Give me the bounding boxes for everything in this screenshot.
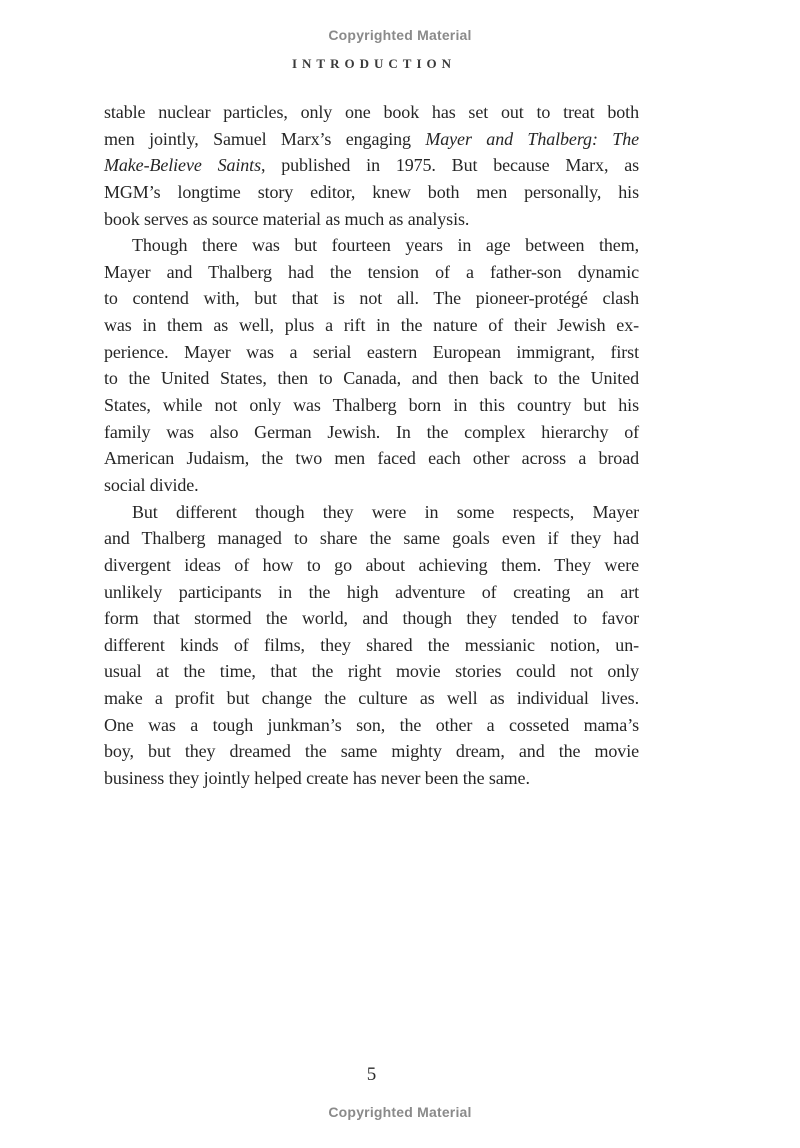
text-line xyxy=(104,339,639,366)
body-text-segment: to contend with, but that is not all. The pioneer-protégé clash xyxy=(104,288,639,309)
text-line xyxy=(104,499,639,526)
body-text-segment: unlikely participants in the high adventure of creating an art xyxy=(104,581,639,602)
text-line xyxy=(104,232,639,259)
text-line xyxy=(104,579,639,606)
body-text-segment: to the United States, then to Canada, and then back to the United xyxy=(104,368,639,389)
text-line xyxy=(104,552,639,579)
body-text-segment: Mayer and Thalberg had the tension of a father-son dynamic xyxy=(104,261,639,282)
body-text-segment: different kinds of films, they shared the messianic notion, un- xyxy=(104,634,639,655)
body-text xyxy=(104,99,639,792)
text-line xyxy=(104,312,639,339)
text-line xyxy=(104,126,639,153)
body-text-segment: usual at the time, that the right movie stories could not only xyxy=(104,661,639,682)
body-text-segment: stable nuclear particles, only one book has set out to treat both xyxy=(104,102,639,122)
text-line xyxy=(104,712,639,739)
text-line xyxy=(104,259,639,286)
body-text-segment: book serves as source material as much as analysis. xyxy=(104,208,470,229)
body-text-segment: social divide. xyxy=(104,474,199,495)
italic-book-title-text: Make-Believe Saints xyxy=(104,155,261,176)
body-text-segment: boy, but they dreamed the same mighty dream, and the movie xyxy=(104,741,639,762)
body-text-segment: , published in 1975. But because Marx, as xyxy=(260,155,639,176)
paragraph xyxy=(104,499,639,792)
text-line xyxy=(104,99,639,126)
text-line xyxy=(104,365,639,392)
body-text-segment: American Judaism, the two men faced each other across a broad xyxy=(104,448,639,469)
body-text-segment: family was also German Jewish. In the complex hierarchy of xyxy=(104,421,639,442)
body-text-segment: perience. Mayer was a serial eastern European immigrant, first xyxy=(104,341,639,362)
body-text-segment: Though there was but fourteen years in age between them, xyxy=(132,235,639,256)
italic-book-title-text: Mayer and Thalberg: The xyxy=(425,128,639,149)
text-line xyxy=(104,632,639,659)
text-line xyxy=(104,765,639,792)
body-text-segment: make a profit but change the culture as well as individual lives. xyxy=(104,688,639,709)
text-line xyxy=(104,605,639,632)
copyright-notice-bottom: Copyrighted Material xyxy=(328,1104,472,1120)
body-text-segment: divergent ideas of how to go about achieving them. They were xyxy=(104,554,639,575)
body-text-segment: and Thalberg managed to share the same goals even if they had xyxy=(104,528,639,549)
body-text-segment: States, while not only was Thalberg born in this country but his xyxy=(104,395,639,416)
text-line xyxy=(104,445,639,472)
running-head-section-title: INTRODUCTION xyxy=(291,56,456,71)
text-line xyxy=(104,392,639,419)
paragraph xyxy=(104,99,639,232)
text-line xyxy=(104,685,639,712)
text-line xyxy=(104,738,639,765)
body-text-segment: business they jointly helped create has never been the same. xyxy=(104,768,530,789)
paragraph xyxy=(104,232,639,498)
body-text-segment: was in them as well, plus a rift in the nature of their Jewish ex- xyxy=(104,315,639,336)
text-line xyxy=(104,285,639,312)
body-text-segment: But different though they were in some respects, Mayer xyxy=(132,501,639,522)
text-line xyxy=(104,658,639,685)
page-number: 5 xyxy=(366,1064,377,1085)
text-line xyxy=(104,419,639,446)
text-line xyxy=(104,472,639,499)
text-line xyxy=(104,179,639,206)
text-line xyxy=(104,152,639,179)
text-line xyxy=(104,525,639,552)
text-line xyxy=(104,206,639,233)
copyright-notice-top: Copyrighted Material xyxy=(328,27,472,43)
body-text-segment: form that stormed the world, and though they tended to favor xyxy=(104,608,639,629)
body-text-segment: men jointly, Samuel Marx’s engaging xyxy=(104,128,426,149)
body-text-segment: MGM’s longtime story editor, knew both men personally, his xyxy=(104,181,639,202)
body-text-segment: One was a tough junkman’s son, the other a cosseted mama’s xyxy=(104,714,639,735)
